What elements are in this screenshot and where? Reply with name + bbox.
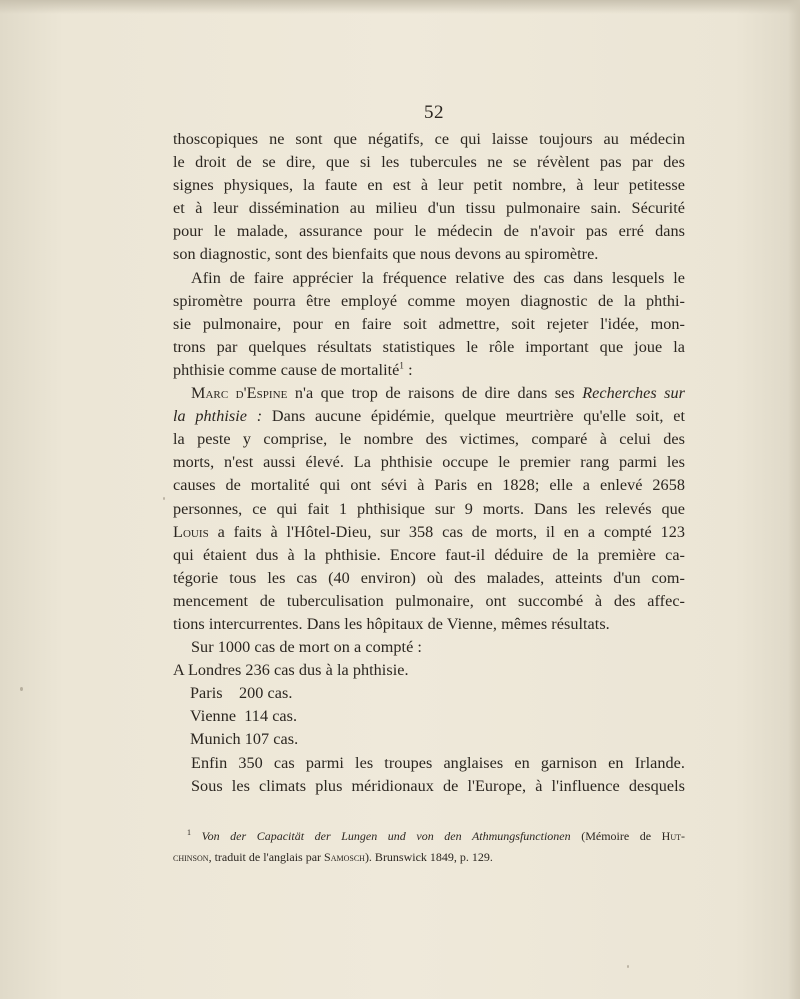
- paper-speck: [627, 965, 629, 968]
- paper-speck: [163, 497, 165, 500]
- text-span: (Mémoire de: [570, 829, 662, 843]
- author-name: chinson: [173, 850, 209, 864]
- page-edge-shadow-right: [788, 0, 800, 999]
- text-line: causes de mortalité qui ont sévi à Paris en 1828; elle a enlevé 2658: [173, 476, 685, 495]
- text-line: tégorie tous les cas (40 environ) où des malades, atteints d'un com-: [173, 568, 685, 587]
- text-span: ). Brunswick 1849, p. 129.: [364, 850, 493, 864]
- text-line: qui étaient dus à la phthisie. Encore faut-il déduire de la première ca-: [173, 545, 685, 564]
- page-edge-shadow-top: [0, 0, 800, 14]
- footnote-reference: 1: [399, 360, 404, 371]
- text-span: n'a que trop de raisons de dire dans ses: [287, 384, 583, 403]
- footnote: [173, 826, 685, 868]
- text-span: , traduit de l'anglais par: [208, 850, 325, 864]
- text-line: [173, 405, 685, 428]
- text-line: trons par quelques résultats statistiques le rôle important que joue la: [173, 337, 685, 356]
- text-line: [173, 521, 685, 544]
- text-line: personnes, ce qui fait 1 phthisique sur 9 morts. Dans les relevés que: [173, 499, 685, 518]
- text-line: pour le malade, assurance pour le médecin de n'avoir pas erré dans: [173, 222, 685, 241]
- footnote-title: Von der Capacität der Lungen und von den Athmungsfunctionen: [201, 829, 571, 843]
- text-span: phthisie comme cause de mortalité: [173, 360, 400, 379]
- page-number: 52: [424, 102, 444, 123]
- book-title: Recherches sur: [582, 384, 685, 403]
- text-line: Sur 1000 cas de mort on a compté :: [191, 638, 422, 657]
- text-line: et à leur dissémination au milieu d'un tissu pulmonaire sain. Sécurité: [173, 199, 685, 218]
- list-item: Paris 200 cas.: [190, 684, 293, 703]
- list-item: Munich 107 cas.: [190, 730, 299, 749]
- footnote-mark: 1: [187, 828, 191, 837]
- author-name: Samosch: [324, 850, 365, 864]
- text-span: a faits à l'Hôtel-Dieu, sur 358 cas de morts, il en a compté 123: [208, 522, 685, 541]
- list-item: A Londres 236 cas dus à la phthisie.: [173, 661, 409, 680]
- text-line: spiromètre pourra être employé comme moyen diagnostic de la phthi-: [173, 291, 685, 310]
- text-line: morts, n'est aussi élevé. La phthisie occupe le premier rang parmi les: [173, 453, 685, 472]
- text-line: son diagnostic, sont des bienfaits que nous devons au spiromètre.: [173, 245, 599, 264]
- footnote-line: [173, 826, 685, 847]
- text-line: [173, 382, 685, 405]
- text-line: tions intercurrentes. Dans les hôpitaux de Vienne, mêmes résultats.: [173, 614, 610, 633]
- text-line: Enfin 350 cas parmi les troupes anglaises en garnison en Irlande.: [191, 753, 685, 772]
- text-span: :: [403, 360, 413, 379]
- text-line: Afin de faire apprécier la fréquence relative des cas dans lesquels le: [191, 268, 685, 287]
- text-line: signes physiques, la faute en est à leur petit nombre, à leur petitesse: [173, 176, 685, 195]
- list-item: Vienne 114 cas.: [190, 707, 298, 726]
- author-name: Hut-: [661, 829, 685, 843]
- text-line: Sous les climats plus méridionaux de l'Europe, à l'influence desquels: [191, 776, 685, 795]
- text-line: mencement de tuberculisation pulmonaire, ont succombé à des affec-: [173, 591, 685, 610]
- text-line: la peste y comprise, le nombre des victimes, comparé à celui des: [173, 430, 685, 449]
- text-line: le droit de se dire, que si les tubercules ne se révèlent pas par des: [173, 153, 685, 172]
- text-line: thoscopiques ne sont que négatifs, ce qui laisse toujours au médecin: [173, 130, 685, 148]
- paper-speck: [20, 687, 23, 691]
- text-line: [173, 359, 685, 382]
- text-line: sie pulmonaire, pour en faire soit admettre, soit rejeter l'idée, mon-: [173, 314, 685, 333]
- footnote-line: [173, 847, 685, 868]
- author-name: Louis: [173, 522, 209, 541]
- body-text: [173, 128, 685, 798]
- text-span: Dans aucune épidémie, quelque meurtrière qu'elle soit, et: [262, 407, 685, 426]
- author-name: Marc d'Espine: [191, 384, 288, 403]
- book-title: la phthisie :: [173, 407, 263, 426]
